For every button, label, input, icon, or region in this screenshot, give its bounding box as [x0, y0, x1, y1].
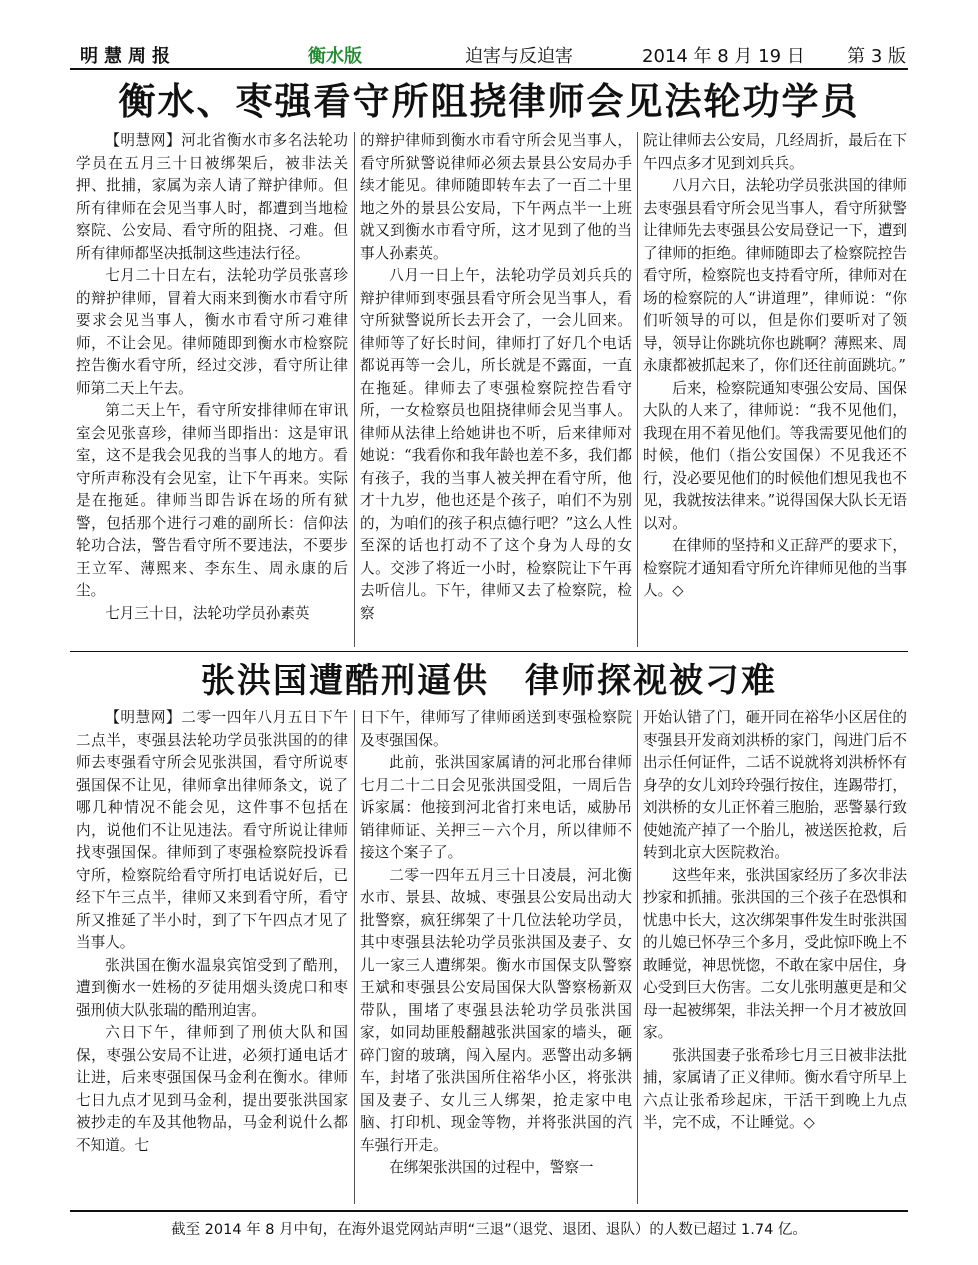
paragraph: 八月六日，法轮功学员张洪国的律师去枣强县看守所会见当事人，看守所狱警让律师先去枣强县公安局登记一下，遭到了律师的拒绝。律师随即去了检察院控告看守所，检察院也支持看守所，律师对在场的检察院的人“讲道理”，律师说：“你们听领导的可以，但是你们要听对了领导，领导让你跳坑你也跳啊？薄熙来、周永康都被抓起来了，你们还往前面跳坑。”	[643, 177, 907, 374]
paragraph: 八月一日上午，法轮功学员刘兵兵的辩护律师到枣强县看守所会见当事人，看守所狱警说所长去开会了，一会儿回来。律师等了好长时间，律师打了好几个电话都说再等一会儿，所长就是不露面，一直在拖延。律师去了枣强检察院控告看守所，一女检察员也阻挠律师会见当事人。律师从法律上给她讲也不听，后来律师对她说：“我看你和我年龄也差不多，我们都有孩子，我的当事人被关押在看守所，他才十九岁，他也还是个孩子，咱们不为别的，为咱们的孩子积点德行吧？”这么人性至深的话也打动不了这个身为人母的女人。交涉了将近一小时，检察院让下午再去听信儿。下午，律师又去了检察院，检察	[360, 267, 632, 622]
newspaper-name: 明慧周报	[80, 46, 176, 67]
article1-column-2	[360, 130, 632, 650]
edition-name: 衡水版	[308, 46, 362, 67]
footer-notice: 截至 2014 年 8 月中旬，在海外退党网站声明“三退”（退党、退团、退队）的人数已超过 1.74 亿。	[171, 1222, 807, 1238]
paragraph: 二零一四年五月三十日凌晨，河北衡水市、景县、故城、枣强县公安局出动大批警察，疯狂绑架了十几位法轮功学员，其中枣强县法轮功学员张洪国及妻子、女儿一家三人遭绑架。衡水市国保支队警察王斌和枣强县公安局国保大队警察杨新双带队，围堵了枣强县法轮功学员张洪国家，如同劫匪般翻越张洪国家的墙头，砸碎门窗的玻璃，闯入屋内。恶警出动多辆车，封堵了张洪国所住裕华小区，将张洪国及妻子、女儿三人绑架，抢走家中电脑、打印机、现金等物，并将张洪国的汽车强行开走。	[360, 866, 632, 1154]
article1-title: 衡水、枣强看守所阻挠律师会见法轮功学员	[118, 79, 860, 123]
paragraph: 张洪国在衡水温泉宾馆受到了酷刑，遭到衡水一姓杨的歹徒用烟头烫虎口和枣强刑侦大队张瑞的酷刑迫害。	[76, 956, 348, 1019]
paragraph: 此前，张洪国家属请的河北邢台律师七月二十二日会见张洪国受阻，一周后告诉家属：他接到河北省打来电话，威胁吊销律师证、关押三－六个月，所以律师不接这个案子了。	[360, 754, 632, 861]
header-rule	[70, 68, 908, 70]
article1-column-1	[76, 130, 348, 650]
column-divider	[354, 132, 355, 647]
paragraph: 的辩护律师到衡水市看守所会见当事人，看守所狱警说律师必须去景县公安局办手续才能见。律师随即转车去了一百二十里地之外的景县公安局，下午两点半一上班就又到衡水市看守所，这才见到了他的当事人孙素英。	[360, 132, 632, 262]
paragraph: 张洪国妻子张希珍七月三日被非法批捕，家属请了正义律师。衡水看守所早上六点让张希珍起床，干活干到晚上九点半，完不成，不让睡觉。◇	[643, 1046, 907, 1131]
column-divider	[637, 710, 638, 1204]
paragraph: 这些年来，张洪国家经历了多次非法抄家和抓捕。张洪国的三个孩子在恐惧和忧患中长大，这次绑架事件发生时张洪国的儿媳已怀孕三个多月，受此惊吓晚上不敢睡觉，神思恍惚，不敢在家中居住，身心受到巨大伤害。二女儿张明蕙更是和父母一起被绑架，非法关押一个月才被放回家。	[643, 866, 907, 1041]
paragraph: 后来，检察院通知枣强公安局、国保大队的人来了，律师说：“我不见他们，我现在用不着见他们。等我需要见他们的时候，他们（指公安国保）不见我还不行，没必要见他们的时候他们想见我也不见，我就按法律来。”说得国保大队长无语以对。	[643, 379, 907, 532]
issue-date: 2014 年 8 月 19 日	[642, 46, 805, 67]
paragraph: 七月三十日，法轮功学员孙素英	[105, 604, 310, 622]
footer-rule	[70, 1210, 908, 1212]
column-divider	[354, 710, 355, 1204]
section-name: 迫害与反迫害	[465, 46, 573, 67]
paragraph: 开始认错了门，砸开同在裕华小区居住的枣强县开发商刘洪桥的家门，闯进门后不出示任何证件，二话不说就将刘洪桥怀有身孕的女儿刘玲玲强行按住，连踢带打，刘洪桥的女儿正怀着三胞胎，恶警暴行致使她流产掉了一个胎儿，被送医抢救，后转到北京大医院救治。	[643, 709, 907, 861]
paragraph: 【明慧网】河北省衡水市多名法轮功学员在五月三十日被绑架后，被非法关押、批捕，家属为亲人请了辩护律师。但所有律师在会见当事人时，都遭到当地检察院、公安局、看守所的阻挠、刁难。但所有律师都坚决抵制这些违法行径。	[76, 132, 348, 262]
paragraph: 日下午，律师写了律师函送到枣强检察院及枣强国保。	[360, 709, 632, 749]
page-number: 第 3 版	[847, 46, 906, 67]
article2-column-3	[643, 707, 907, 1205]
paragraph: 在律师的坚持和义正辞严的要求下，检察院才通知看守所允许律师见他的当事人。◇	[643, 537, 907, 599]
article-separator	[70, 651, 908, 652]
paragraph: 七月二十日左右，法轮功学员张喜珍的辩护律师，冒着大雨来到衡水市看守所要求会见当事人，衡水市看守所刁难律师，不让会见。律师随即到衡水市检察院控告衡水看守所，经过交涉，看守所让律师第二天上午去。	[76, 267, 348, 397]
paragraph: 【明慧网】二零一四年八月五日下午二点半，枣强县法轮功学员张洪国的的律师去枣强看守所会见张洪国，看守所说枣强国保不让见，律师拿出律师条文，说了哪几种情况不能会见，这件事不包括在内，说他们不让见违法。看守所说让律师找枣强国保。律师到了枣强检察院投诉看守所，检察院给看守所打电话说好后，已经下午三点半，律师又来到看守所，看守所又推延了半小时，到了下午四点才见了当事人。	[76, 709, 348, 951]
page-header	[70, 38, 908, 68]
article2-column-2	[360, 707, 632, 1205]
article2-column-1	[76, 707, 348, 1205]
article1-column-3	[643, 130, 907, 650]
paragraph: 院让律师去公安局，几经周折，最后在下午四点多才见到刘兵兵。	[643, 132, 907, 172]
paragraph: 第二天上午，看守所安排律师在审讯室会见张喜珍，律师当即指出：这是审讯室，这不是我会见我的当事人的地方。看守所声称没有会见室，让下午再来。实际是在拖延。律师当即告诉在场的所有狱警，包括那个进行刁难的副所长：信仰法轮功合法，警告看守所不要违法，不要步王立军、薄熙来、李东生、周永康的后尘。	[76, 402, 348, 599]
paragraph: 在绑架张洪国的过程中，警察一	[389, 1159, 594, 1176]
paragraph: 六日下午，律师到了刑侦大队和国保，枣强公安局不让进，必须打通电话才让进，后来枣强国保马金利在衡水。律师七日九点才见到马金利，提出要张洪国家被抄走的车及其他物品，马金利说什么都不知道。七	[76, 1024, 348, 1154]
column-divider	[637, 132, 638, 647]
article2-title: 张洪国遭酷刑逼供 律师探视被刁难	[201, 661, 777, 701]
